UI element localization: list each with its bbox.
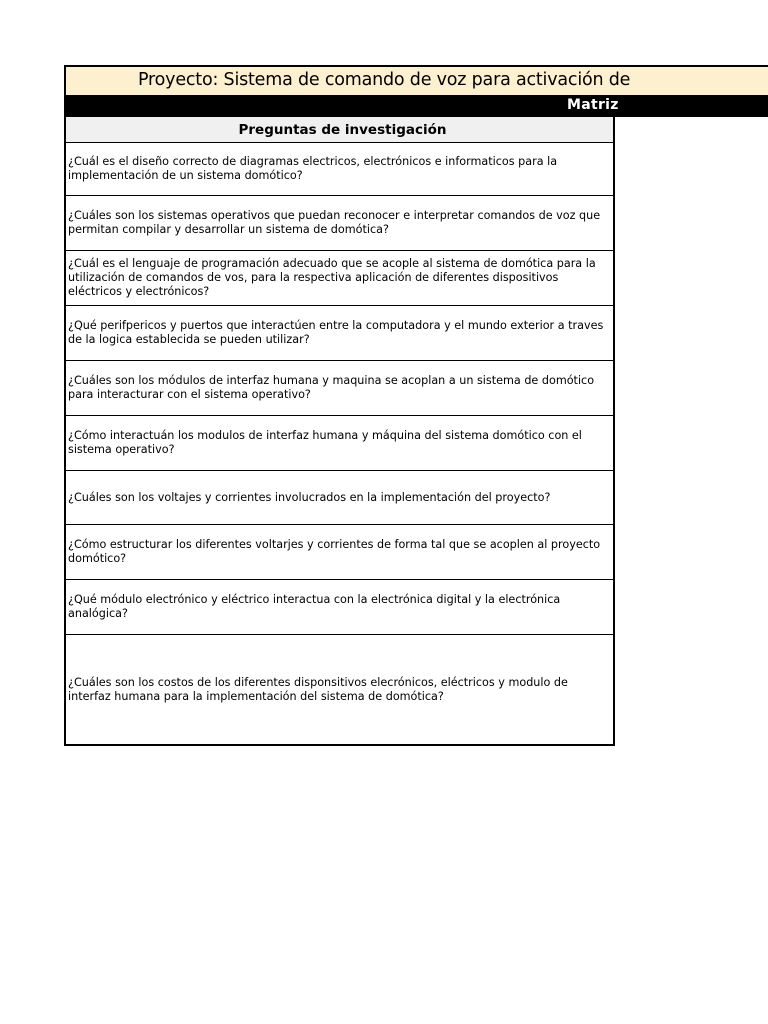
question-text: ¿Cuáles son los sistemas operativos que puedan reconocer e interpretar comandos de voz que permitan compilar y desarrollar un sistema de domótica?: [68, 209, 601, 236]
question-text: ¿Cuál es el diseño correcto de diagramas electricos, electrónicos e informaticos para la implementación de un sistema domótico?: [68, 155, 558, 182]
question-text: ¿Cómo interactuán los modulos de interfaz humana y máquina del sistema domótico con el sistema operativo?: [68, 429, 582, 456]
research-questions-table: [64, 117, 615, 746]
question-text: ¿Cuáles son los voltajes y corrientes involucrados en la implementación del proyecto?: [68, 490, 551, 504]
question-text: ¿Qué perifpericos y puertos que interactúen entre la computadora y el mundo exterior a traves de la logica establecida se pueden utilizar?: [68, 319, 604, 346]
table-header: [66, 117, 613, 143]
table-row: [66, 251, 613, 306]
question-text: ¿Cuáles son los costos de los diferentes disponsitivos elecrónicos, eléctricos y modulo de interfaz humana para la implementación del sistema de domótica?: [68, 675, 568, 703]
table-row: [66, 471, 613, 525]
table-row: [66, 416, 613, 471]
table-row: [66, 361, 613, 416]
question-text: ¿Qué módulo electrónico y eléctrico interactua con la electrónica digital y la electrónica analógica?: [68, 593, 561, 620]
project-title: Proyecto: Sistema de comando de voz para activación de: [138, 70, 631, 90]
question-text: ¿Cuáles son los módulos de interfaz humana y maquina se acoplan a un sistema de domótico para interacturar con el sistema operativo?: [68, 374, 595, 401]
table-row: [66, 196, 613, 251]
question-text: ¿Cuál es el lenguaje de programación adecuado que se acople al sistema de domótica para la utilización de comandos de vos, para la respectiva aplicación de diferentes dispositivos eléctricos y electrónicos?: [68, 257, 596, 298]
table-row: [66, 525, 613, 580]
table-row: [66, 635, 613, 744]
project-title-banner: [64, 65, 768, 95]
question-text: ¿Cómo estructurar los diferentes voltarjes y corrientes de forma tal que se acoplen al proyecto domótico?: [68, 538, 601, 565]
column-header-label: Preguntas de investigación: [238, 121, 447, 138]
matrix-label: Matriz: [567, 97, 619, 113]
matrix-banner: [64, 95, 768, 117]
table-row: [66, 143, 613, 196]
table-row: [66, 306, 613, 361]
table-row: [66, 580, 613, 635]
